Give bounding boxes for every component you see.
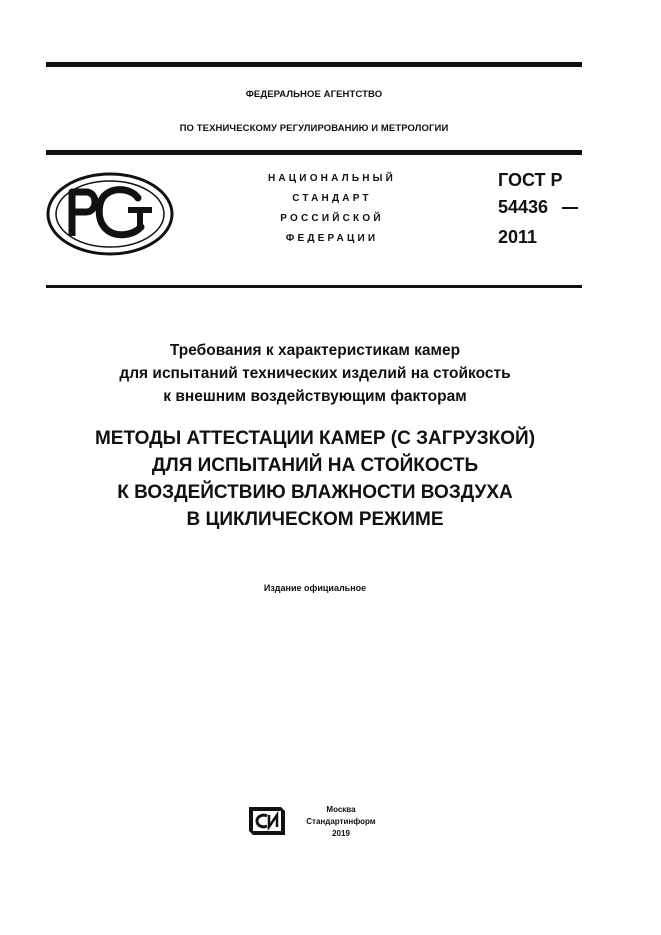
- title-line-2: ДЛЯ ИСПЫТАНИЙ НА СТОЙКОСТЬ: [151, 455, 479, 476]
- designation-year: 2011: [498, 227, 538, 247]
- designation-dash: [562, 207, 578, 209]
- standard-type-line-3: РОССИЙСКОЙ: [280, 213, 384, 224]
- designation-number: 54436: [498, 197, 549, 217]
- gost-r-certification-mark-icon: [46, 172, 174, 256]
- bottom-header-rule: [46, 285, 582, 288]
- edition-label: Издание официальное: [263, 583, 367, 593]
- publisher-name: Стандартинформ: [306, 817, 376, 826]
- subtitle-line-3: к внешним воздействующим факторам: [163, 388, 467, 405]
- top-rule: [46, 62, 582, 67]
- title-line-4: В ЦИКЛИЧЕСКОМ РЕЖИМЕ: [186, 509, 444, 530]
- standard-type-line-4: ФЕДЕРАЦИИ: [285, 233, 379, 244]
- standartinform-logo-icon: [247, 804, 287, 838]
- agency-line-1: ФЕДЕРАЛЬНОЕ АГЕНТСТВО: [245, 89, 383, 100]
- agency-line-2: ПО ТЕХНИЧЕСКОМУ РЕГУЛИРОВАНИЮ И МЕТРОЛОГИИ: [179, 123, 449, 134]
- standard-type-line-1: НАЦИОНАЛЬНЫЙ: [267, 173, 397, 184]
- subtitle-line-1: Требования к характеристикам камер: [169, 342, 461, 359]
- subtitle-line-2: для испытаний технических изделий на стойкость: [119, 365, 511, 382]
- standard-type-line-2: СТАНДАРТ: [292, 193, 372, 204]
- title-line-1: МЕТОДЫ АТТЕСТАЦИИ КАМЕР (С ЗАГРУЗКОЙ): [94, 428, 536, 449]
- header-rule: [46, 150, 582, 155]
- designation-prefix: ГОСТ Р: [498, 170, 563, 190]
- publisher-year: 2019: [332, 829, 350, 838]
- title-line-3: К ВОЗДЕЙСТВИЮ ВЛАЖНОСТИ ВОЗДУХА: [117, 482, 513, 503]
- publisher-city: Москва: [326, 805, 356, 814]
